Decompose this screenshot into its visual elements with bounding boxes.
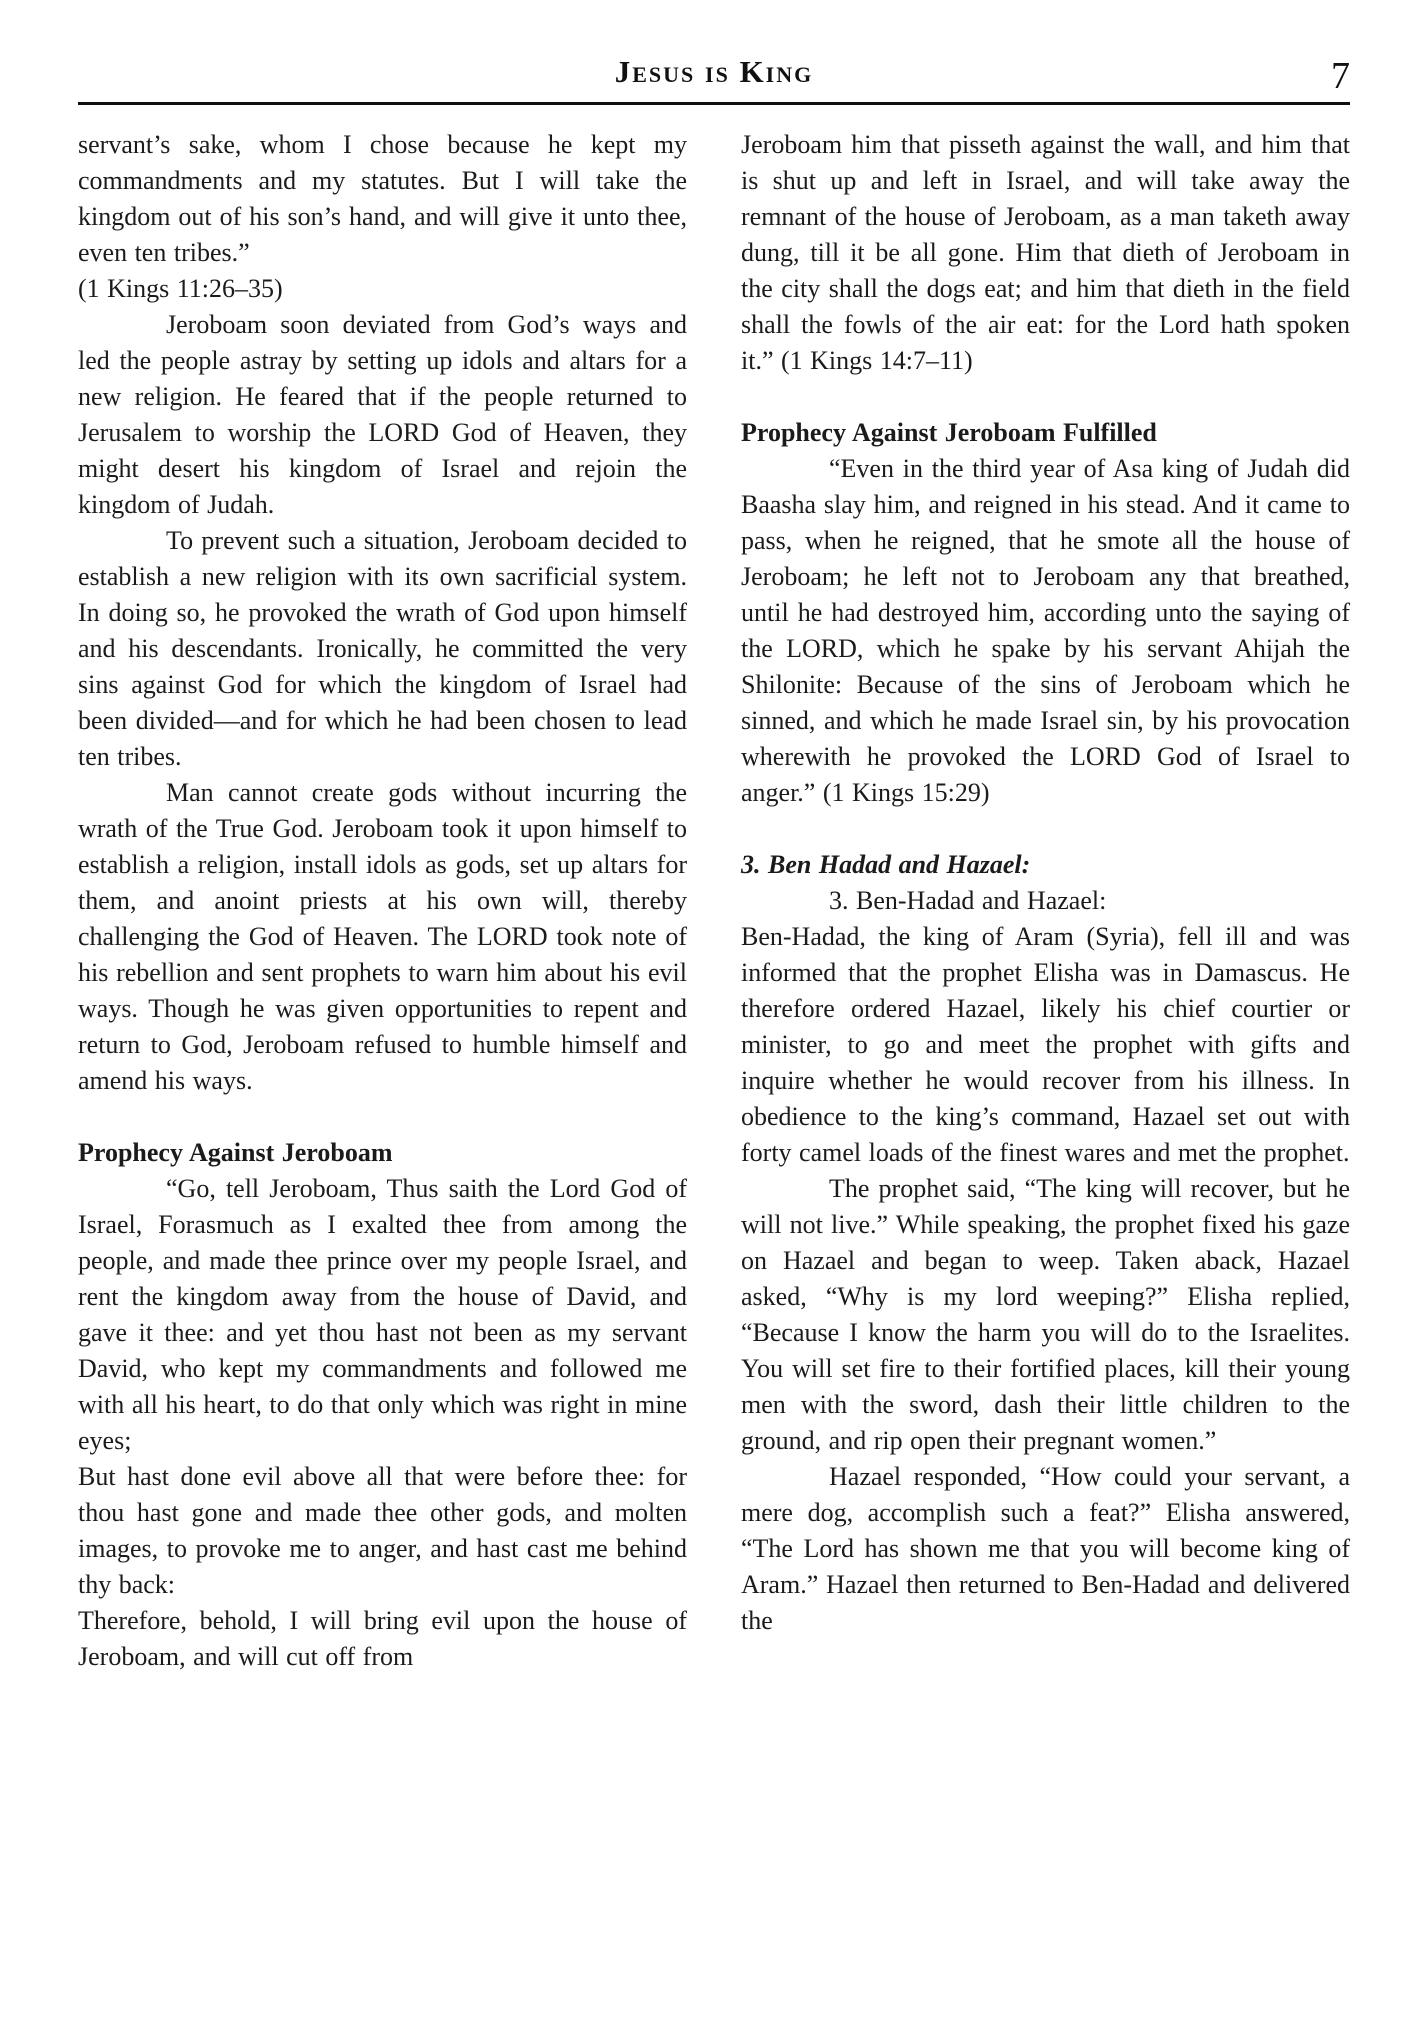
paragraph: Therefore, behold, I will bring evil upon the house of Jeroboam, and will cut off from [78, 1606, 687, 1671]
paragraph: Jeroboam him that pisseth against the wall, and him that is shut up and left in Israel, and will take away the remnant of the house of Jeroboam, as a man taketh away dung, till it be all gone. Him that dieth of Jeroboam in the city shall the dogs eat; and him that dieth in the field shall the fowls of the air eat: for the Lord hath spoken it.” (1 Kings 14:7–11) [741, 130, 1350, 375]
right-column [741, 127, 1350, 1675]
paragraph: Man cannot create gods without incurring the wrath of the True God. Jeroboam took it upon himself to establish a religion, install idols as gods, set up altars for them, and anoint priests at his own will, thereby challenging the God of Heaven. The LORD took note of his rebellion and sent prophets to warn him about his evil ways. Though he was given opportunities to repent and return to God, Jeroboam refused to humble himself and amend his ways. [78, 778, 687, 1095]
paragraph: servant’s sake, whom I chose because he kept my commandments and my statutes. But I will take the kingdom out of his son’s hand, and will give it unto thee, even ten tribes.” [78, 130, 687, 267]
page-title: Jesus is King [614, 54, 814, 89]
paragraph: Ben-Hadad, the king of Aram (Syria), fell ill and was informed that the prophet Elisha was in Damascus. He therefore ordered Hazael, likely his chief courtier or minister, to go and meet the prophet with gifts and inquire whether he would recover from his illness. In obedience to the king’s command, Hazael set out with forty camel loads of the finest wares and met the prophet. [741, 922, 1350, 1167]
paragraph: Hazael responded, “How could your servant, a mere dog, accomplish such a feat?” Elisha answered, “The Lord has shown me that you will become king of Aram.” Hazael then returned to Ben-Hadad and delivered the [741, 1462, 1350, 1635]
section-heading-italic: 3. Ben Hadad and Hazael: [741, 850, 1031, 879]
section-heading: Prophecy Against Jeroboam Fulfilled [741, 418, 1157, 447]
paragraph: But hast done evil above all that were before thee: for thou hast gone and made thee other gods, and molten images, to provoke me to anger, and hast cast me behind thy back: [78, 1462, 687, 1599]
paragraph: The prophet said, “The king will recover, but he will not live.” While speaking, the prophet fixed his gaze on Hazael and began to weep. Taken aback, Hazael asked, “Why is my lord weeping?” Elisha replied, “Because I know the harm you will do to the Israelites. You will set fire to their fortified places, kill their young men with the sword, dash their little children to the ground, and rip open their pregnant women.” [741, 1174, 1350, 1455]
paragraph: (1 Kings 11:26–35) [78, 274, 283, 303]
page-header [78, 50, 1350, 97]
paragraph: “Even in the third year of Asa king of Judah did Baasha slay him, and reigned in his stead. And it came to pass, when he reigned, that he smote all the house of Jeroboam; he left not to Jeroboam any that breathed, until he had destroyed him, according unto the saying of the LORD, which he spake by his servant Ahijah the Shilonite: Because of the sins of Jeroboam which he sinned, and which he made Israel sin, by his provocation wherewith he provoked the LORD God of Israel to anger.” (1 Kings 15:29) [741, 454, 1350, 807]
left-column [78, 127, 687, 1675]
paragraph: Jeroboam soon deviated from God’s ways and led the people astray by setting up idols and altars for a new religion. He feared that if the people returned to Jerusalem to worship the LORD God of Heaven, they might desert his kingdom of Israel and rejoin the kingdom of Judah. [78, 310, 687, 519]
paragraph: “Go, tell Jeroboam, Thus saith the Lord God of Israel, Forasmuch as I exalted thee from among the people, and made thee prince over my people Israel, and rent the kingdom away from the house of David, and gave it thee: and yet thou hast not been as my servant David, who kept my commandments and followed me with all his heart, to do that only which was right in mine eyes; [78, 1174, 687, 1455]
two-column-text [78, 127, 1350, 1675]
header-rule [78, 102, 1350, 105]
paragraph: To prevent such a situation, Jeroboam decided to establish a new religion with its own sacrificial system. In doing so, he provoked the wrath of God upon himself and his descendants. Ironically, he committed the very sins against God for which the kingdom of Israel had been divided—and for which he had been chosen to lead ten tribes. [78, 526, 687, 771]
page-number: 7 [1331, 55, 1350, 97]
section-heading: Prophecy Against Jeroboam [78, 1138, 393, 1167]
paragraph: 3. Ben-Hadad and Hazael: [829, 886, 1107, 915]
